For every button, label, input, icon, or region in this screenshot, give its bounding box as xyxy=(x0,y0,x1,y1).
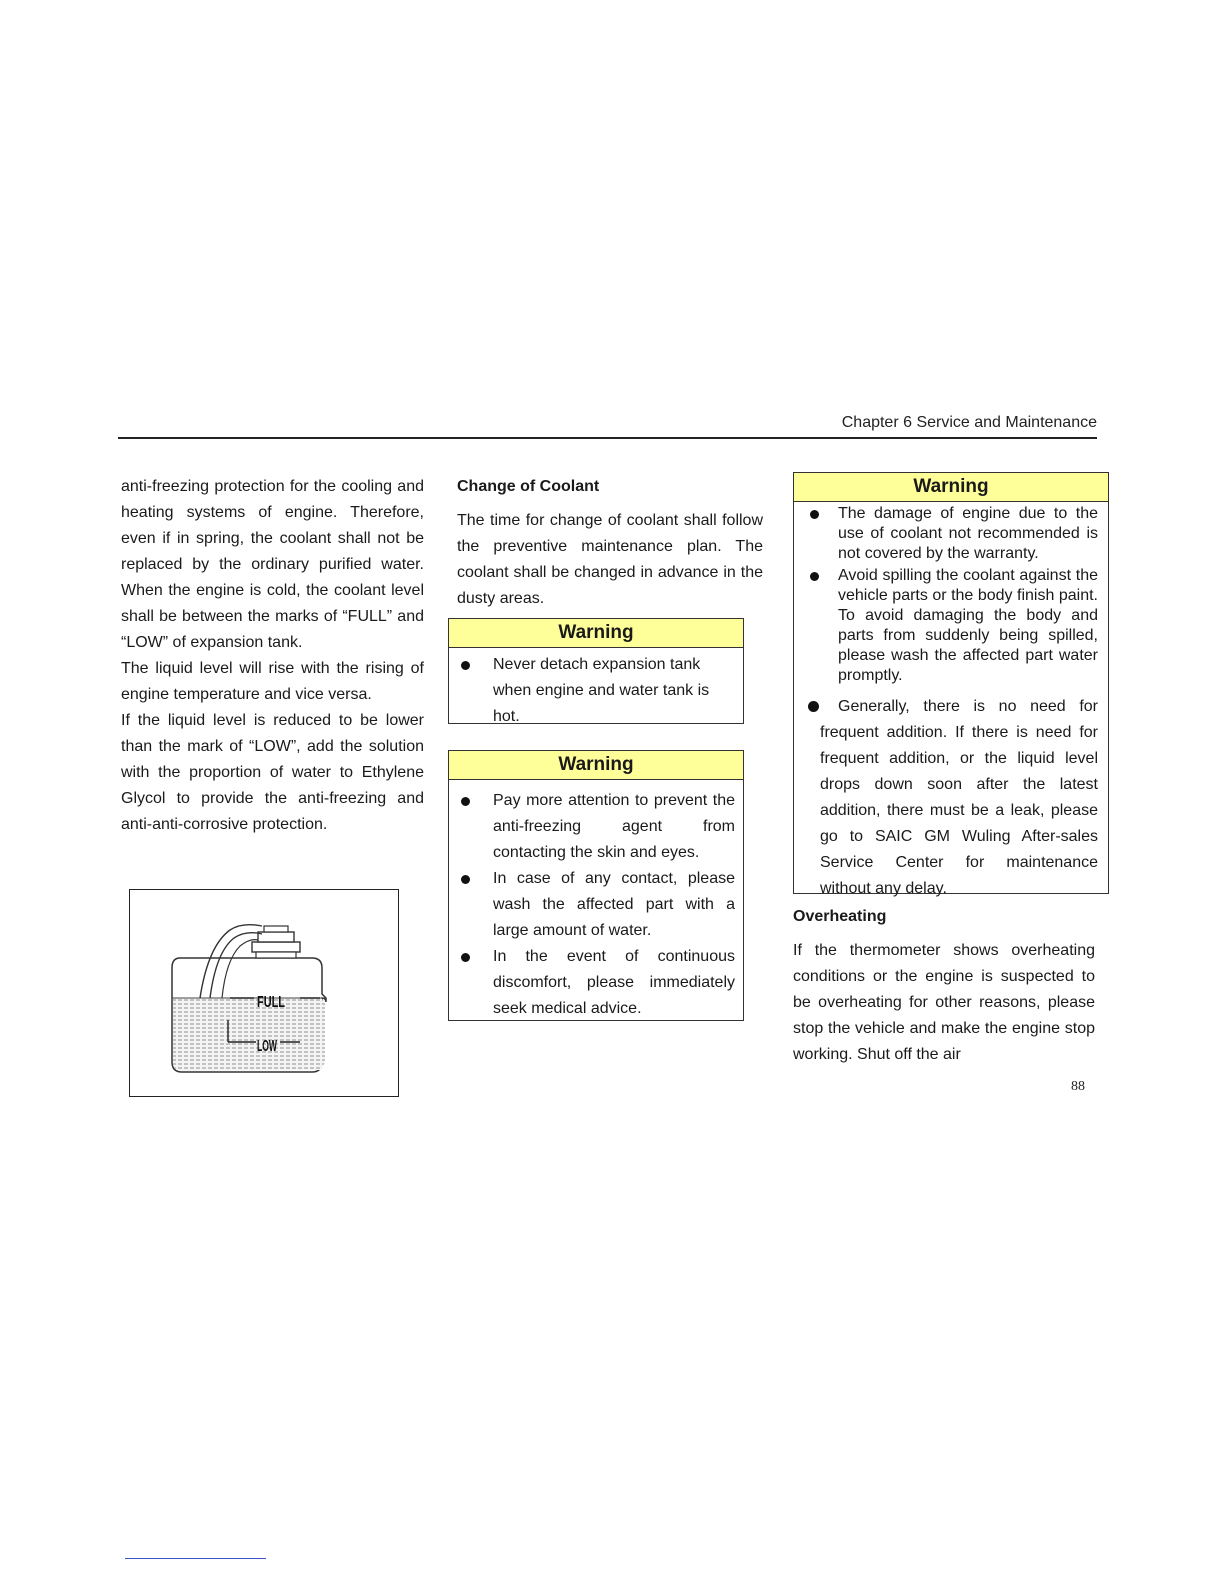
overheating-text: If the thermometer shows overheating conditions or the engine is suspected to be overheating for other reasons, please stop the vehicle and make the engine stop working. Shut off the air xyxy=(793,942,1095,1063)
page-header xyxy=(118,414,1097,439)
warning-item xyxy=(794,566,1108,686)
coolant-liquid-shape xyxy=(173,998,325,1071)
bullet-icon xyxy=(461,661,470,670)
warning-item-text: In case of any contact, please wash the affected part with a large amount of water. xyxy=(493,870,735,939)
warning-item xyxy=(449,648,743,730)
warning-item-text: Pay more attention to prevent the anti-freezing agent from contacting the skin and eyes. xyxy=(493,792,735,861)
warning-item xyxy=(794,504,1108,564)
expansion-tank-figure xyxy=(129,889,399,1097)
warning-list xyxy=(794,502,1108,902)
column-middle xyxy=(457,474,763,612)
warning-item-text: Never detach expansion tank when engine and water tank is hot. xyxy=(493,656,710,725)
bullet-icon xyxy=(461,875,470,884)
bullet-icon xyxy=(810,510,819,519)
bullet-icon xyxy=(461,797,470,806)
warning-box-coolant-damage xyxy=(793,472,1109,897)
warning-item-text: In the event of continuous discomfort, please immediately seek medical advice. xyxy=(493,948,735,1017)
change-of-coolant-text: The time for change of coolant shall follow the preventive maintenance plan. The coolant shall be changed in advance in the dusty areas. xyxy=(457,512,763,607)
column-right-body xyxy=(793,904,1095,1068)
warning-list xyxy=(449,648,743,730)
chapter-title: Chapter 6 Service and Maintenance xyxy=(841,414,1097,431)
full-mark-label: FULL xyxy=(257,994,286,1011)
footnote-divider xyxy=(125,1558,266,1559)
warning-item xyxy=(794,688,1108,902)
warning-item-text: Generally, there is no need for frequent addition. If there is need for frequent addition, or the liquid level drops down soon after the latest addition, there must be a leak, please go to SAIC GM Wuling After-sales Service Center for maintenance without any delay. xyxy=(820,698,1098,897)
warning-item-text: Avoid spilling the coolant against the vehicle parts or the body finish paint. To avoid damaging the body and parts from suddenly being spilled, please wash the affected part water promptly. xyxy=(838,567,1098,684)
warning-box-expansion-tank xyxy=(448,618,744,724)
bullet-icon xyxy=(810,572,819,581)
column-left xyxy=(121,474,424,838)
warning-item xyxy=(449,788,743,866)
warning-item xyxy=(449,866,743,944)
page-number: 88 xyxy=(1071,1079,1085,1094)
low-mark-label: LOW xyxy=(257,1038,278,1055)
warning-item xyxy=(449,944,743,1022)
bullet-icon xyxy=(808,701,819,712)
warning-list xyxy=(449,780,743,1022)
section-heading-overheating: Overheating xyxy=(793,908,887,925)
section-heading-change-of-coolant: Change of Coolant xyxy=(457,478,600,495)
body-paragraph-3: If the liquid level is reduced to be lower than the mark of “LOW”, add the solution with the proportion of water to Ethylene Glycol to provide the anti-freezing and anti-anti-corrosive protection. xyxy=(121,712,424,833)
warning-title: Warning xyxy=(449,751,743,780)
warning-title: Warning xyxy=(794,473,1108,502)
warning-item-text: The damage of engine due to the use of coolant not recommended is not covered by the warranty. xyxy=(838,505,1098,562)
body-paragraph-1: anti-freezing protection for the cooling and heating systems of engine. Therefore, even if in spring, the coolant shall not be replaced by the ordinary purified water. When the engine is cold, the coolant level shall be between the marks of “FULL” and “LOW” of expansion tank. xyxy=(121,478,424,651)
warning-box-antifreeze xyxy=(448,750,744,1021)
body-paragraph-2: The liquid level will rise with the rising of engine temperature and vice versa. xyxy=(121,660,424,703)
warning-title: Warning xyxy=(449,619,743,648)
expansion-tank-illustration xyxy=(130,890,398,1096)
bullet-icon xyxy=(461,953,470,962)
